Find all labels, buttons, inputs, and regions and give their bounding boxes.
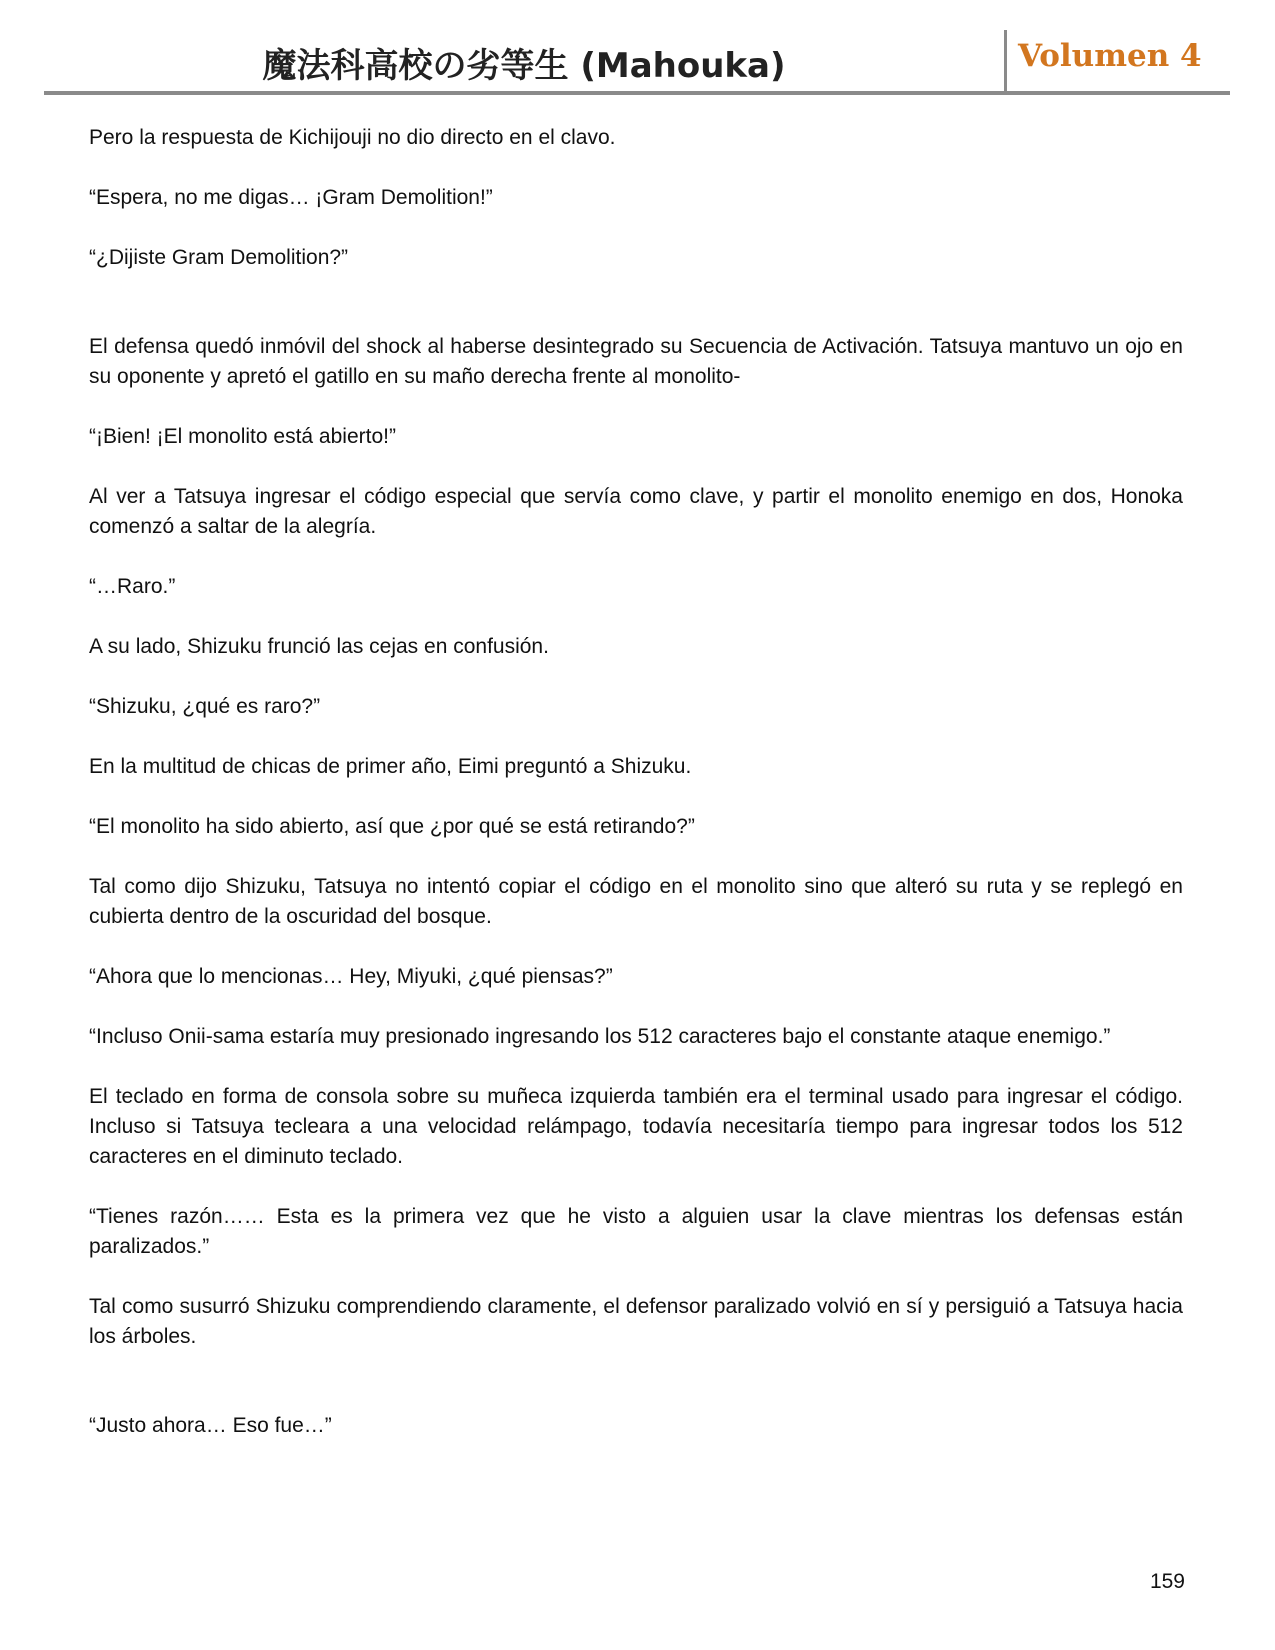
paragraph: “Incluso Onii-sama estaría muy presionado ingresando los 512 caracteres bajo el constante ataque enemigo.” (89, 1025, 1111, 1048)
paragraph: En la multitud de chicas de primer año, Eimi preguntó a Shizuku. (89, 755, 692, 778)
header-rule (44, 91, 1230, 95)
paragraph: “Tienes razón…… Esta es la primera vez que he visto a alguien usar la clave mientras los defensas están paralizados.” (89, 1205, 1183, 1258)
paragraph: “Espera, no me digas… ¡Gram Demolition!” (89, 186, 493, 209)
paragraph: “Shizuku, ¿qué es raro?” (89, 695, 321, 718)
paragraph: Tal como dijo Shizuku, Tatsuya no intentó copiar el código en el monolito sino que alteró su ruta y se replegó en cubierta dentro de la oscuridad del bosque. (89, 875, 1183, 928)
page-number: 159 (1149, 1570, 1185, 1593)
paragraph: Pero la respuesta de Kichijouji no dio directo en el clavo. (89, 126, 616, 149)
paragraph: A su lado, Shizuku frunció las cejas en confusión. (89, 635, 549, 658)
paragraph: El teclado en forma de consola sobre su muñeca izquierda también era el terminal usado para ingresar el código. Incluso si Tatsuya tecleara a una velocidad relámpago, todavía necesitaría tiempo para ingresar todos los 512 caracteres en el diminuto teclado. (89, 1085, 1183, 1168)
paragraph: El defensa quedó inmóvil del shock al haberse desintegrado su Secuencia de Activación. Tatsuya mantuvo un ojo en su oponente y apretó el gatillo en su maño derecha frente al monolito- (89, 335, 1183, 388)
volume-label: Volumen 4 (1018, 38, 1202, 74)
header-divider (1004, 30, 1007, 92)
book-title: 魔法科高校の劣等生 (Mahouka) (262, 46, 786, 86)
page-body (89, 123, 1183, 1471)
paragraph: Tal como susurró Shizuku comprendiendo claramente, el defensor paralizado volvió en sí y persiguió a Tatsuya hacia los árboles. (89, 1295, 1183, 1348)
page-header (44, 28, 1230, 94)
paragraph: “¡Bien! ¡El monolito está abierto!” (89, 425, 396, 448)
paragraph: “¿Dijiste Gram Demolition?” (89, 246, 349, 269)
paragraph: “El monolito ha sido abierto, así que ¿por qué se está retirando?” (89, 815, 695, 838)
paragraph: Al ver a Tatsuya ingresar el código especial que servía como clave, y partir el monolito enemigo en dos, Honoka comenzó a saltar de la alegría. (89, 485, 1183, 538)
paragraph: “…Raro.” (89, 575, 176, 598)
paragraph: “Justo ahora… Eso fue…” (89, 1414, 332, 1437)
paragraph: “Ahora que lo mencionas… Hey, Miyuki, ¿qué piensas?” (89, 965, 613, 988)
